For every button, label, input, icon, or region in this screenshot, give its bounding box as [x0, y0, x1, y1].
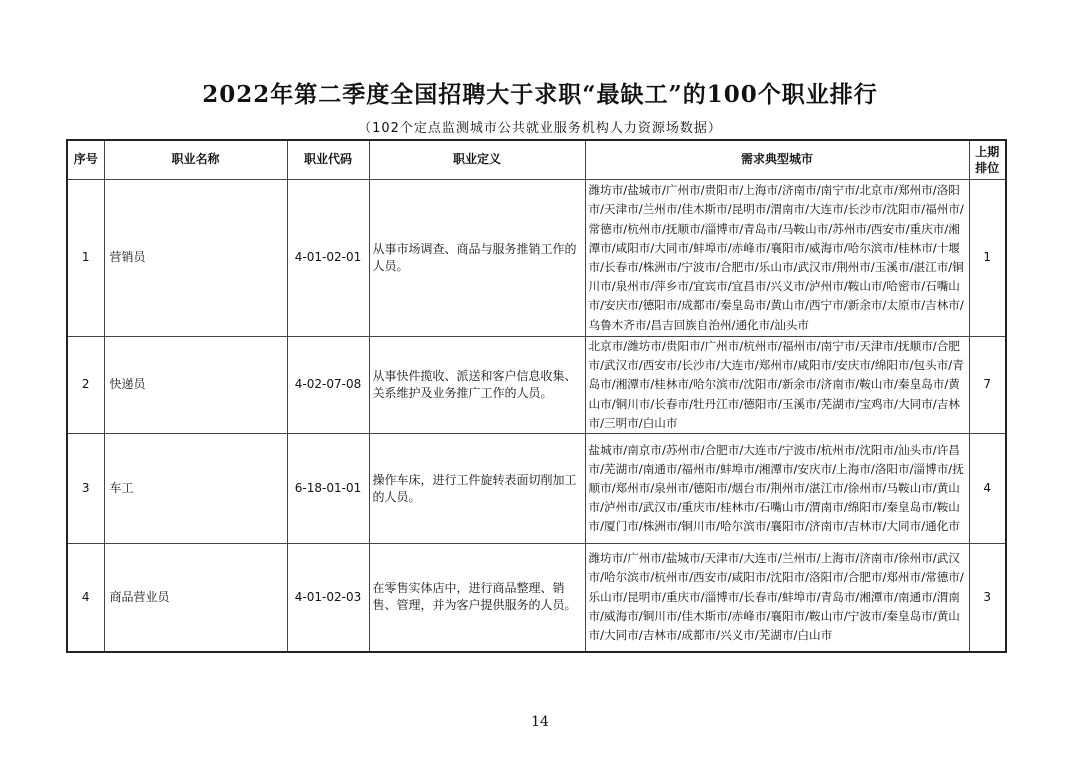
- header-previous-rank: 上期排位: [969, 140, 1006, 180]
- row-typical-cities: 潍坊市/广州市/盐城市/天津市/大连市/兰州市/上海市/济南市/徐州市/武汉市/哈尔滨市/杭州市/西安市/咸阳市/沈阳市/洛阳市/合肥市/郑州市/常德市/乐山市/昆明市/重庆市/淄博市/长春市/蚌埠市/青岛市/湘潭市/南通市/渭南市/威海市/铜川市/佳木斯市/赤峰市/襄阳市/鞍山市/宁波市/秦皇岛市/黄山市/大同市/吉林市/成都市/兴义市/芜湖市/白山市: [585, 544, 969, 652]
- row-occupation-definition: 从事市场调查、商品与服务推销工作的人员。: [369, 180, 585, 337]
- occupation-table: [66, 139, 1007, 653]
- table-row: [67, 337, 1006, 434]
- row-occupation-name: 快递员: [104, 337, 287, 434]
- header-occupation-name: 职业名称: [104, 140, 287, 180]
- row-occupation-code: 6-18-01-01: [287, 434, 369, 544]
- header-occupation-code: 职业代码: [287, 140, 369, 180]
- row-typical-cities: 北京市/潍坊市/贵阳市/广州市/杭州市/福州市/南宁市/天津市/抚顺市/合肥市/武汉市/西安市/长沙市/大连市/郑州市/咸阳市/安庆市/绵阳市/包头市/青岛市/湘潭市/桂林市/哈尔滨市/沈阳市/新余市/济南市/鞍山市/秦皇岛市/黄山市/铜川市/长春市/牡丹江市/德阳市/玉溪市/芜湖市/宝鸡市/大同市/吉林市/三明市/白山市: [585, 337, 969, 434]
- row-occupation-definition: 从事快件揽收、派送和客户信息收集、关系维护及业务推广工作的人员。: [369, 337, 585, 434]
- row-previous-rank: 3: [969, 544, 1006, 652]
- row-occupation-definition: 在零售实体店中，进行商品整理、销售、管理，并为客户提供服务的人员。: [369, 544, 585, 652]
- row-occupation-name: 商品营业员: [104, 544, 287, 652]
- table-row: [67, 180, 1006, 337]
- header-occupation-definition: 职业定义: [369, 140, 585, 180]
- header-seq: 序号: [67, 140, 104, 180]
- row-seq: 1: [67, 180, 104, 337]
- row-occupation-code: 4-01-02-01: [287, 180, 369, 337]
- row-seq: 4: [67, 544, 104, 652]
- row-previous-rank: 4: [969, 434, 1006, 544]
- row-occupation-name: 营销员: [104, 180, 287, 337]
- row-seq: 3: [67, 434, 104, 544]
- row-occupation-code: 4-02-07-08: [287, 337, 369, 434]
- table-row: [67, 434, 1006, 544]
- row-occupation-name: 车工: [104, 434, 287, 544]
- table-header-row: [67, 140, 1006, 180]
- table-row: [67, 544, 1006, 652]
- document-subtitle: （102个定点监测城市公共就业服务机构人力资源场数据）: [358, 121, 722, 136]
- page-number: 14: [531, 714, 549, 730]
- row-seq: 2: [67, 337, 104, 434]
- row-typical-cities: 潍坊市/盐城市/广州市/贵阳市/上海市/济南市/南宁市/北京市/郑州市/洛阳市/天津市/兰州市/佳木斯市/昆明市/渭南市/大连市/长沙市/沈阳市/福州市/常德市/杭州市/抚顺市/淄博市/青岛市/马鞍山市/苏州市/西安市/重庆市/湘潭市/咸阳市/大同市/蚌埠市/赤峰市/襄阳市/威海市/哈尔滨市/桂林市/十堰市/长春市/株洲市/宁波市/合肥市/乐山市/武汉市/荆州市/玉溪市/湛江市/铜川市/泉州市/萍乡市/宜宾市/宜昌市/兴义市/泸州市/鞍山市/哈密市/石嘴山市/安庆市/德阳市/成都市/秦皇岛市/黄山市/西宁市/新余市/太原市/吉林市/乌鲁木齐市/昌吉回族自治州/通化市/汕头市: [585, 180, 969, 337]
- row-typical-cities: 盐城市/南京市/苏州市/合肥市/大连市/宁波市/杭州市/沈阳市/汕头市/许昌市/芜湖市/南通市/福州市/蚌埠市/湘潭市/安庆市/上海市/洛阳市/淄博市/抚顺市/郑州市/泉州市/德阳市/烟台市/荆州市/湛江市/徐州市/马鞍山市/黄山市/泸州市/武汉市/重庆市/桂林市/石嘴山市/渭南市/绵阳市/秦皇岛市/鞍山市/厦门市/株洲市/铜川市/哈尔滨市/襄阳市/济南市/吉林市/大同市/通化市: [585, 434, 969, 544]
- row-previous-rank: 1: [969, 180, 1006, 337]
- document-title: 2022年第二季度全国招聘大于求职“最缺工”的100个职业排行: [202, 81, 878, 108]
- row-occupation-code: 4-01-02-03: [287, 544, 369, 652]
- row-previous-rank: 7: [969, 337, 1006, 434]
- row-occupation-definition: 操作车床，进行工件旋转表面切削加工的人员。: [369, 434, 585, 544]
- header-typical-cities: 需求典型城市: [585, 140, 969, 180]
